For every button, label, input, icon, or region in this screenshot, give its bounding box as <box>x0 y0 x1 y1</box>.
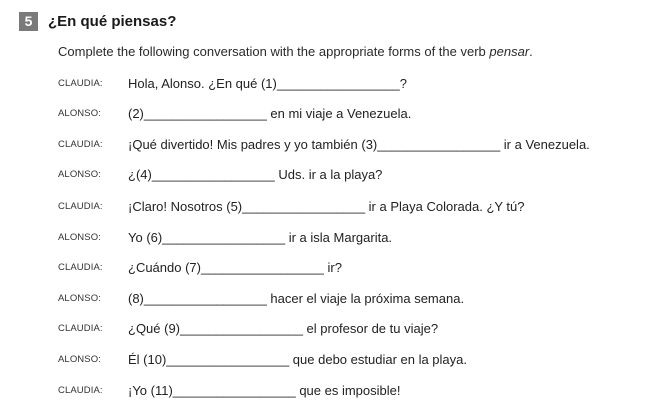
dialogue-line <box>58 198 525 214</box>
instruction-verb: pensar <box>489 44 530 59</box>
dialogue-line <box>58 229 392 245</box>
dialogue-line <box>58 290 464 306</box>
speaker-label: CLAUDIA: <box>58 384 103 396</box>
dialogue-text: ¿(4)_________________ Uds. ir a la playa? <box>128 166 383 182</box>
instruction-end: . <box>529 44 533 59</box>
dialogue-line <box>58 382 401 398</box>
dialogue-text: Yo (6)_________________ ir a isla Margarita. <box>128 229 393 245</box>
dialogue-text: (8)_________________ hacer el viaje la próxima semana. <box>128 290 465 306</box>
dialogue-text: ¿Cuándo (7)_________________ ir? <box>128 259 342 275</box>
dialogue-line <box>58 75 407 91</box>
dialogue-text: ¿Qué (9)_________________ el profesor de tu viaje? <box>128 320 439 336</box>
speaker-label: ALONSO: <box>58 353 101 365</box>
speaker-label: ALONSO: <box>58 231 101 243</box>
exercise-title: ¿En qué piensas? <box>48 13 177 30</box>
instruction-text <box>58 44 533 60</box>
dialogue-line <box>58 351 467 367</box>
dialogue-text: ¡Qué divertido! Mis padres y yo también (3)_________________ ir a Venezuela. <box>128 136 590 152</box>
speaker-label: CLAUDIA: <box>58 138 103 150</box>
speaker-label: ALONSO: <box>58 292 101 304</box>
exercise-number-badge: 5 <box>19 12 38 31</box>
dialogue-text: ¡Yo (11)_________________ que es imposible! <box>128 382 401 398</box>
instruction-lead: Complete the following conversation with the appropriate forms of the verb <box>58 44 490 59</box>
dialogue-text: ¡Claro! Nosotros (5)_________________ ir a Playa Colorada. ¿Y tú? <box>128 198 525 214</box>
dialogue-text: Él (10)_________________ que debo estudiar en la playa. <box>128 351 467 367</box>
speaker-label: CLAUDIA: <box>58 77 103 89</box>
speaker-label: CLAUDIA: <box>58 322 103 334</box>
speaker-label: ALONSO: <box>58 168 101 180</box>
speaker-label: CLAUDIA: <box>58 200 103 212</box>
dialogue-line <box>58 320 438 336</box>
dialogue-line <box>58 259 342 275</box>
dialogue-line <box>58 166 382 182</box>
exercise-header <box>19 12 176 31</box>
dialogue-line <box>58 105 411 121</box>
speaker-label: ALONSO: <box>58 107 101 119</box>
dialogue-text: (2)_________________ en mi viaje a Venezuela. <box>128 105 412 121</box>
dialogue-line <box>58 136 590 152</box>
dialogue-text: Hola, Alonso. ¿En qué (1)_________________? <box>128 75 407 91</box>
speaker-label: CLAUDIA: <box>58 261 103 273</box>
